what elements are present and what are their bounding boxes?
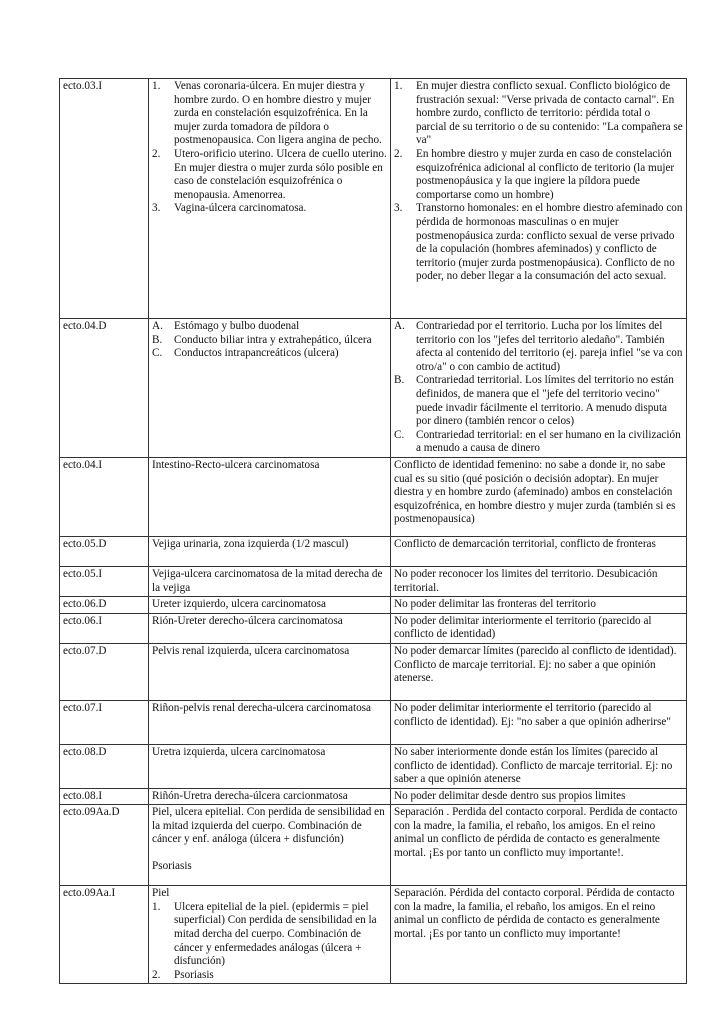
code-cell: ecto.06.I [60,613,149,643]
organ-list [152,901,387,983]
organ-cell: Pelvis renal izquierda, ulcera carcinomatosa [149,643,391,700]
conflict-cell: Separación. Pérdida del contacto corporal. Pérdida de contacto con la madre, la familia, el rebaño, los amigos. En el reino animal un conflicto de pérdida de contacto es generalmente mortal. ¡Es por tanto un conflicto muy importante! [391,886,687,984]
organ-list [152,80,387,216]
conflict-cell [391,79,687,319]
code-cell: ecto.03.I [60,79,149,319]
organ-cell: Uretra izquierda, ulcera carcinomatosa [149,744,391,788]
organ-text: Piel, ulcera epitelial. Con perdida de sensibilidad en la mitad izquierda del cuerpo. Combinación de cáncer y enf. análoga (úlcera + disfunción) [152,806,385,846]
organ-cell [149,886,391,984]
organ-cell [149,79,391,319]
organ-cell [149,805,391,886]
conflict-cell: No poder delimitar desde dentro sus propios limites [391,788,687,805]
table-row [60,536,687,566]
list-item: 1. Ulcera epitelial de la piel. (epidermis = piel superficial) Con perdida de sensibilidad en la mitad dercha del cuerpo. Combinación de cáncer y enfermedades análogas (úlcera + disfunción) [152,900,377,968]
conflict-table [59,78,687,984]
conflict-list [394,320,683,456]
list-item: B. Conducto biliar intra y extrahepático, úlcera [152,333,372,346]
organ-extra-text: Psoriasis [152,860,192,873]
conflict-cell: Conflicto de identidad femenino: no sabe a donde ir, no sabe cual es su sitio (qué posición o decisión adoptar). En mujer diestra y en hombre zurdo (afeminado) ambos en constelación esquizofrénica, en hombre diestro y mujer zurda (también si es postmenopausica) [391,457,687,536]
code-cell: ecto.08.I [60,788,149,805]
list-item: 1. En mujer diestra conflicto sexual. Conflicto biológico de frustración sexual: "Verse privada de contacto carnal". En hombre zurdo, conflicto de territorio: pérdida total o parcial de su territorio o de su contenido: "La compañera se va" [394,80,683,147]
code-cell: ecto.04.D [60,319,149,458]
table-row [60,744,687,788]
list-item: 2. Utero-orificio uterino. Ulcera de cuello uterino. En mujer diestra o mujer zurda sólo posible en caso de constelación esquizofrénica o menopausia. Amenorrea. [152,147,387,201]
conflict-cell: No poder delimitar las fronteras del territorio [391,597,687,614]
organ-cell: Riñon-pelvis renal derecha-ulcera carcinomatosa [149,700,391,744]
conflict-cell: No poder delimitar interiormente el territorio (parecido al conflicto de identidad) [391,613,687,643]
table-row [60,613,687,643]
list-item: B. Contrariedad territorial. Los límites del territorio no están definidos, de manera que el "jefe del territorio vecino" puede invadir fácilmente el territorio. A menudo disputa por dinero (también rencor o celos) [394,374,674,428]
spacer [152,847,387,860]
table-row [60,643,687,700]
table-row [60,788,687,805]
table-row [60,566,687,596]
code-cell: ecto.07.D [60,643,149,700]
code-cell: ecto.04.I [60,457,149,536]
conflict-cell: No poder reconocer los limites del territorio. Desubicación territorial. [391,566,687,596]
list-item: 1. Venas coronaria-úlcera. En mujer diestra y hombre zurdo. O en hombre diestro y mujer zurda en constelación esquizofrénica. En la mujer zurda tomadora de píldora o postmenopausica. Con ligera angina de pecho. [152,80,382,147]
conflict-cell: No poder delimitar interiormente el territorio (parecido al conflicto de identidad). Ej: "no saber a que opinión adherirse" [391,700,687,744]
organ-cell: Ureter izquierdo, ulcera carcinomatosa [149,597,391,614]
table-row [60,597,687,614]
list-item: C. Conductos intrapancreáticos (ulcera) [152,347,339,360]
code-cell: ecto.09Aa.I [60,886,149,984]
organ-cell: Vejiga urinaria, zona izquierda (1/2 mascul) [149,536,391,566]
organ-list [152,320,387,361]
list-item: 3. Transtorno homonales: en el hombre diestro afeminado con pérdida de hormonoas masculinas o en mujer postmenopáusica zurda: conflicto sexual de verse privado de la copulación (hombres afeminados) y conflicto de territorio (mujer zurda postmenopáusica). Conflicto de no poder, no deber llegar a la consumación del acto sexual. [394,202,683,283]
organ-cell: Vejiga-ulcera carcinomatosa de la mitad derecha de la vejiga [149,566,391,596]
conflict-cell: No saber interiormente donde están los límites (parecido al conflicto de identidad). Conflicto de marcaje territorial. Ej: no saber a que opinión atenerse [391,744,687,788]
organ-cell: Intestino-Recto-ulcera carcinomatosa [149,457,391,536]
conflict-cell: No poder demarcar límites (parecido al conflicto de identidad). Conflicto de marcaje territorial. Ej: no saber a que opinión atenerse. [391,643,687,700]
code-cell: ecto.07.I [60,700,149,744]
code-cell: ecto.05.D [60,536,149,566]
list-item: C. Contrariedad territorial: en el ser humano en la civilización a menudo a causa de dinero [394,428,681,455]
code-cell: ecto.06.D [60,597,149,614]
table-row [60,700,687,744]
list-item: A. Estómago y bulbo duodenal [152,320,300,332]
organ-text: Piel [152,887,170,900]
table-row [60,805,687,886]
organ-cell [149,319,391,458]
conflict-cell: Conflicto de demarcación territorial, conflicto de fronteras [391,536,687,566]
list-item: 2. En hombre diestro y mujer zurda en caso de constelación esquizofrénica adicional al conflicto de teritorio (la mujer postmenopáusica y la que ingiere la píldora puede comportarse como un hombre) [394,147,675,201]
code-cell: ecto.05.I [60,566,149,596]
organ-cell: Riñón-Uretra derecha-úlcera carcionmatosa [149,788,391,805]
list-item: A. Contrariedad por el territorio. Lucha por los límites del territorio con los "jefes del territorio aledaño". También afecta al contenido del territorio (ej. pareja infiel "se va con otro/a" o con cambio de actitud) [394,320,683,373]
table-row [60,79,687,319]
conflict-list [394,80,683,284]
conflict-cell: Separación . Perdida del contacto corporal. Perdida de contacto con la madre, la familia, el rebaño, los amigos. En el reino animal un conflicto de pérdida de contacto es generalmente mortal. ¡Es por tanto un conflicto muy importante!. [391,805,687,886]
table-row [60,457,687,536]
table-row [60,886,687,984]
code-cell: ecto.09Aa.D [60,805,149,886]
conflict-cell [391,319,687,458]
list-item: 3. Vagina-úlcera carcinomatosa. [152,202,307,215]
list-item: 2. Psoriasis [152,968,214,981]
table-row [60,319,687,458]
organ-cell: Rión-Ureter derecho-úlcera carcinomatosa [149,613,391,643]
code-cell: ecto.08.D [60,744,149,788]
